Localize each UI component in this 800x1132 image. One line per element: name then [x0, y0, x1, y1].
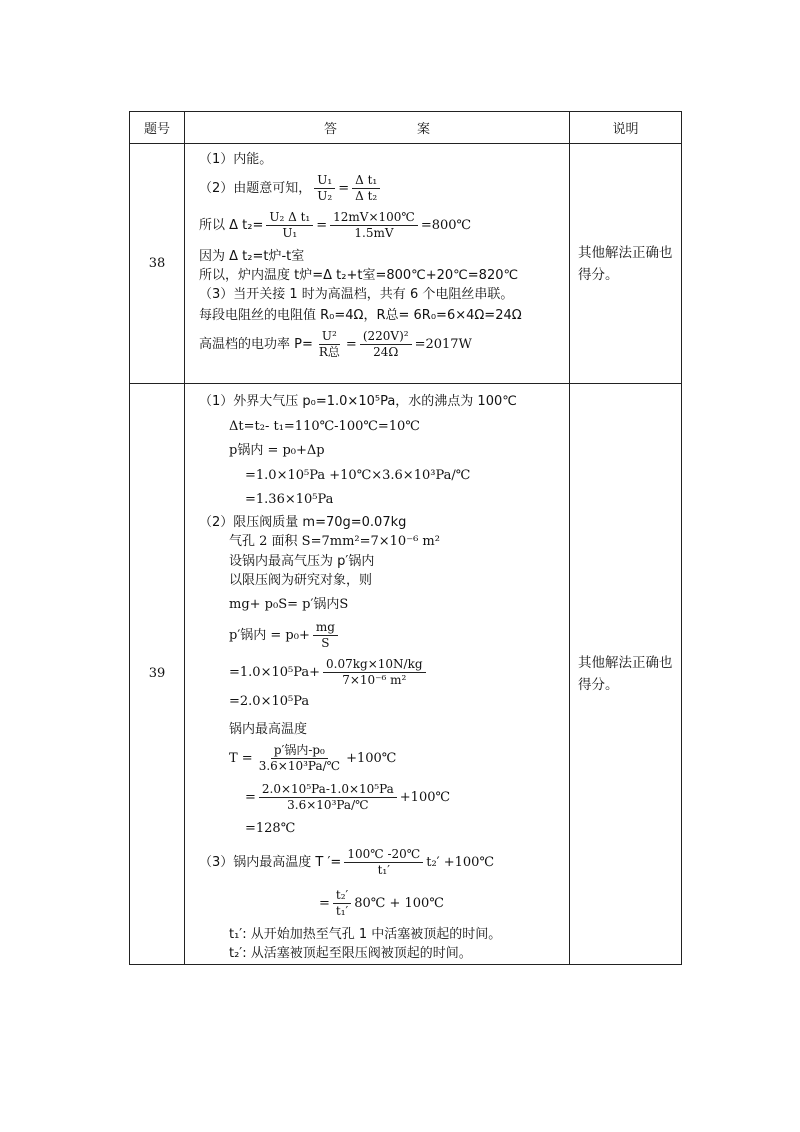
q39-force-balance: mg+ p₀S= p′锅内S — [229, 596, 349, 612]
q39-part3-fraction — [344, 847, 423, 878]
q38-power-values-num: (220V)² — [360, 329, 412, 345]
q39-temp-calc-plus: +100℃ — [399, 790, 451, 805]
q39-p-pot: p锅内 = p₀+Δp — [229, 443, 325, 458]
q39-temp-calc-eq: = — [245, 790, 256, 805]
q39-part3-calc-den: t₁′ — [335, 903, 349, 918]
question-39-row — [130, 384, 682, 965]
header-answer-char-1: 答 — [323, 122, 337, 137]
q39-temp-formula-den: 3.6×10³Pa/℃ — [258, 759, 341, 773]
q38-eq-sign-3: = — [345, 337, 357, 352]
header-question-number: 题号 — [130, 112, 185, 144]
q39-mg-over-s — [313, 620, 338, 651]
q38-part2-ratio — [199, 173, 563, 204]
q39-mg-over-s-num: mg — [313, 620, 338, 636]
q39-part3-calc-fraction — [333, 888, 351, 919]
q38-part3: （3）当开关接 1 时为高温档，共有 6 个电阻丝串联。 — [199, 287, 514, 302]
q38-part2-text: （2）由题意可知， — [199, 181, 312, 196]
header-answer — [185, 112, 570, 144]
q39-part1-pressure: （1）外界大气压 p₀=1.0×10⁵Pa，水的沸点为 100℃ — [199, 394, 517, 409]
q39-t1-definition: t₁′: 从开始加热至气孔 1 中活塞被顶起的时间。 — [229, 926, 502, 942]
q39-part3-calc-num: t₂′ — [333, 888, 351, 904]
q38-voltage-ratio-num: U₁ — [314, 173, 335, 189]
q38-part1: （1）内能。 — [199, 152, 273, 167]
q39-p-max-calc-text: =1.0×10⁵Pa+ — [229, 665, 321, 680]
question-39-answer — [185, 384, 570, 965]
question-39-number: 39 — [130, 384, 185, 965]
question-39-note: 其他解法正确也得分。 — [570, 384, 682, 965]
q39-p-max-result: =2.0×10⁵Pa — [229, 694, 310, 709]
q38-delta-t2-formula-num: U₂ Δ t₁ — [266, 210, 313, 226]
q39-p-pot-result: =1.36×10⁵Pa — [245, 492, 334, 507]
q38-power-values-den: 24Ω — [373, 345, 399, 359]
q38-power-calc — [199, 329, 563, 360]
q39-part3-post: t₂′ +100℃ — [426, 854, 494, 870]
q39-part3-calc — [199, 888, 563, 919]
q39-temp-calc-fraction — [259, 782, 397, 813]
q38-delta-t2-calc — [199, 210, 563, 241]
q39-temp-calc — [199, 782, 563, 813]
q38-temp-ratio-den: Δ t₂ — [355, 189, 378, 203]
q39-temp-result: =128℃ — [245, 821, 296, 836]
q38-power-result: =2017W — [414, 337, 472, 352]
q38-voltage-ratio — [314, 173, 335, 204]
header-answer-char-2: 案 — [417, 122, 431, 137]
question-38-number: 38 — [130, 144, 185, 384]
q39-temp-formula-num: p′锅内-p₀ — [271, 743, 328, 759]
header-note: 说明 — [570, 112, 682, 144]
q39-part3-fraction-num: 100℃ -20℃ — [344, 847, 423, 863]
q38-delta-t2-formula — [266, 210, 313, 241]
question-38-note: 其他解法正确也得分。 — [570, 144, 682, 384]
q39-max-pressure-def: 设锅内最高气压为 p′锅内 — [229, 553, 375, 569]
q38-delta-t2-values-den: 1.5mV — [354, 226, 394, 240]
header-row — [130, 112, 682, 144]
q38-voltage-ratio-den: U₂ — [317, 189, 333, 203]
q39-temp-calc-num: 2.0×10⁵Pa-1.0×10⁵Pa — [259, 782, 397, 798]
q39-p-max-formula — [199, 620, 563, 651]
q38-resistance: 每段电阻丝的电阻值 R₀=4Ω，R总= 6R₀=6×4Ω=24Ω — [199, 308, 522, 323]
q38-power-formula-den: R总 — [318, 345, 340, 359]
question-38-row — [130, 144, 682, 384]
q38-eq-sign: = — [338, 181, 350, 196]
q38-delta-t2-text: 所以 Δ t₂= — [199, 218, 264, 233]
q39-temp-formula-fraction — [256, 743, 343, 774]
q38-because: 因为 Δ t₂=t炉-t室 — [199, 249, 305, 264]
q39-hole-area: 气孔 2 面积 S=7mm²=7×10⁻⁶ m² — [229, 534, 440, 549]
q39-research-object: 以限压阀为研究对象，则 — [229, 573, 373, 588]
q39-part3-text: （3）锅内最高温度 T ′= — [199, 854, 342, 870]
q39-temp-formula — [199, 743, 563, 774]
q39-temp-calc-den: 3.6×10³Pa/℃ — [287, 798, 369, 812]
q38-temp-ratio — [352, 173, 380, 204]
q39-p-max-calc-num: 0.07kg×10N/kg — [323, 657, 426, 673]
q39-part3-fraction-den: t₁′ — [377, 862, 390, 877]
q39-p-max-calc-fraction — [323, 657, 426, 688]
q38-temp-ratio-num: Δ t₁ — [352, 173, 380, 189]
q39-max-temp-label: 锅内最高温度 — [229, 721, 308, 737]
q38-eq-sign-2: = — [316, 218, 328, 233]
q39-p-pot-calc: =1.0×10⁵Pa +10℃×3.6×10³Pa/℃ — [245, 467, 471, 483]
q38-power-text: 高温档的电功率 P= — [199, 337, 313, 352]
q39-part3-calc-eq: = — [319, 895, 330, 911]
q38-power-formula-num: U² — [319, 329, 340, 345]
q38-delta-t2-result: =800℃ — [420, 218, 472, 233]
q38-delta-t2-values — [330, 210, 418, 241]
q39-t2-definition: t₂′: 从活塞被顶起至限压阀被顶起的时间。 — [229, 946, 472, 961]
q38-power-values — [360, 329, 412, 360]
q39-part3-calc-post: 80℃ + 100℃ — [354, 895, 444, 911]
q39-delta-t: Δt=t₂- t₁=110℃-100℃=10℃ — [229, 418, 420, 434]
q39-temp-formula-text: T = — [229, 751, 253, 766]
q39-p-max-calc — [199, 657, 563, 688]
q38-delta-t2-values-num: 12mV×100℃ — [330, 210, 418, 226]
answer-table — [129, 111, 682, 965]
q39-p-max-calc-den: 7×10⁻⁶ m² — [342, 673, 407, 687]
q39-temp-formula-plus: +100℃ — [346, 751, 397, 766]
question-38-answer — [185, 144, 570, 384]
q38-delta-t2-formula-den: U₁ — [282, 226, 298, 240]
q39-p-max-text: p′锅内 = p₀+ — [229, 628, 310, 643]
q38-power-formula — [316, 329, 343, 360]
q39-part2-mass: （2）限压阀质量 m=70g=0.07kg — [199, 514, 407, 530]
q38-furnace-temp: 所以，炉内温度 t炉=Δ t₂+t室=800℃+20℃=820℃ — [199, 268, 519, 283]
q39-part3-formula — [199, 847, 563, 878]
q39-mg-over-s-den: S — [321, 636, 330, 650]
